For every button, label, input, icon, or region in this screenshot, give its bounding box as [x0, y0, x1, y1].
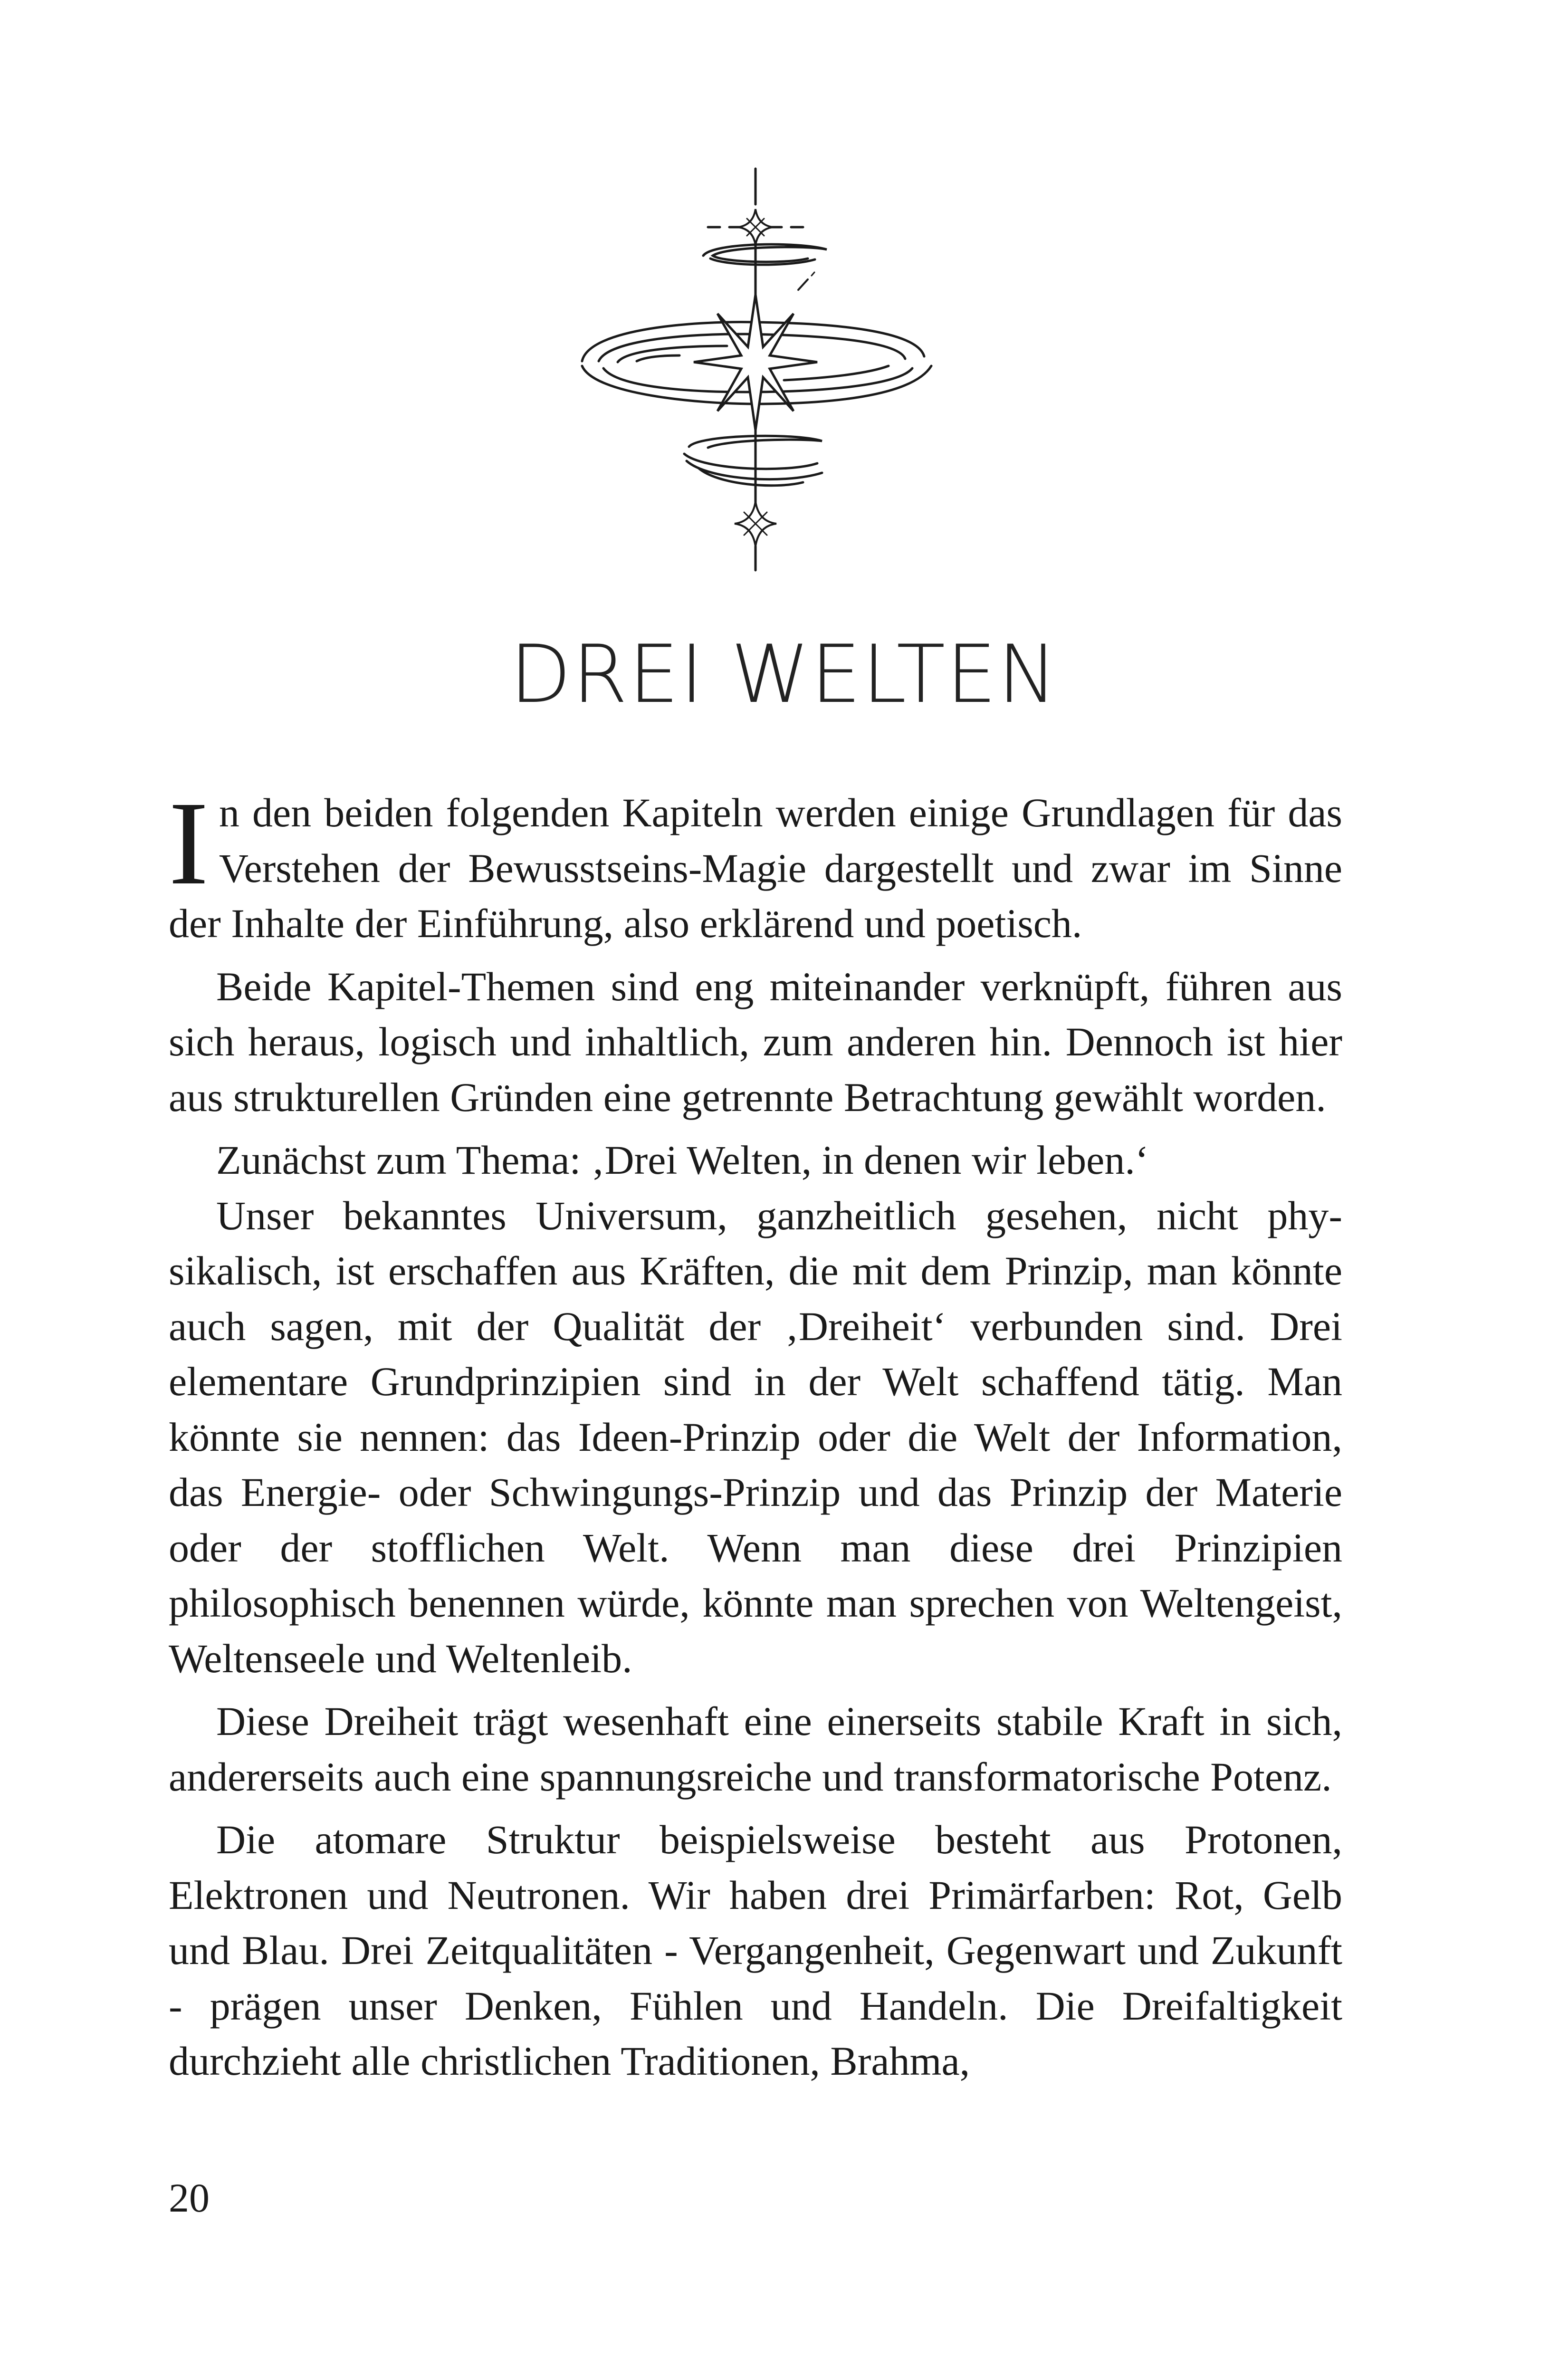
paragraph: Diese Dreiheit trägt wesenhaft eine einerseits stabile Kraft in sich, andererseits auch eine spannungsreiche und transformatorische Potenz.: [169, 1698, 1342, 1800]
drop-cap: I: [169, 776, 209, 910]
body-text: [169, 776, 1342, 2089]
page-number: 20: [169, 2175, 210, 2221]
paragraph: [169, 776, 1342, 951]
paragraph: Unser bekanntes Universum, ganzheitlich gesehen, nicht physikalisch, ist erschaffen aus Kräften, die mit dem Prinzip, man könnte auch sagen, mit der Qualität der ‚Dreiheit‘ verbunden sind. Drei elementare Grundprinzipien sind in der Welt schaffend tätig. Man könnte sie nennen: das Ideen-Prinzip oder die Welt der Information, das Energie- oder Schwingungs-Prinzip und das Prinzip der Materie oder der stofflichen Welt. Wenn man diese drei Prinzipien philosophisch benennen würde, könnte man sprechen von Weltengeist, Weltenseele und Weltenleib.: [169, 1192, 1342, 1681]
chapter-title: DREI WELTEN: [509, 628, 1059, 721]
paragraph-text: n den beiden folgenden Kapiteln werden einige Grundlagen für das Verstehen der Bewusstseins-Magie dargestellt und zwar im Sinne der Inhalte der Einführung, also erklärend und poetisch.: [169, 790, 1342, 946]
paragraph: Beide Kapitel-Themen sind eng miteinander verknüpft, führen aus sich heraus, logisch und inhaltlich, zum anderen hin. Dennoch ist hier aus strukturellen Gründen eine getrennte Betrachtung gewählt worden.: [169, 963, 1342, 1120]
paragraph: Zunächst zum Thema: ‚Drei Welten, in denen wir leben.‘: [216, 1137, 1149, 1183]
celestial-star-ornament-icon: [570, 157, 941, 575]
paragraph: Die atomare Struktur beispielsweise besteht aus Protonen, Elektronen und Neutronen. Wir haben drei Primärfarben: Rot, Gelb und Blau. Drei Zeitqualitäten - Vergangenheit, Gegenwart und Zukunft - prägen unser Denken, Fühlen und Handeln. Die Dreifaltigkeit durchzieht alle christlichen Traditionen, Brahma,: [169, 1817, 1342, 2084]
